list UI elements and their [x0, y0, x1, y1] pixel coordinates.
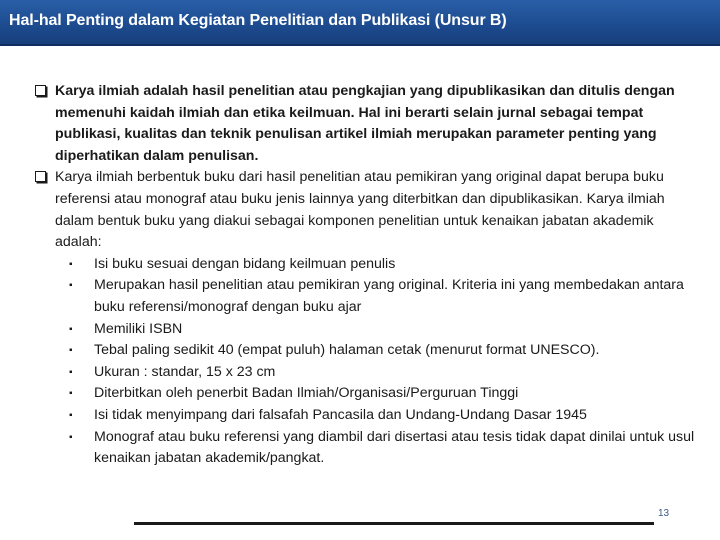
list-item-text: Memiliki ISBN: [94, 320, 183, 337]
list-item-text: Merupakan hasil penelitian atau pemikiran yang original. Kriteria ini yang membedakan antara buku referensi/monograf dengan buku ajar: [94, 277, 684, 315]
square-bullet-icon: ▪: [69, 258, 73, 270]
square-bullet-icon: ▪: [69, 431, 73, 443]
list-item: [38, 254, 698, 276]
square-bullet-icon: ▪: [69, 323, 73, 335]
list-item-text: Diterbitkan oleh penerbit Badan Ilmiah/Organisasi/Perguruan Tinggi: [94, 385, 519, 402]
criteria-list: [38, 254, 698, 470]
square-bullet-icon: ▪: [69, 280, 73, 292]
checkbox-square-icon: [35, 171, 46, 182]
slide-title: Hal-hal Penting dalam Kegiatan Penelitian dan Publikasi (Unsur B): [9, 12, 507, 29]
list-item-text: Ukuran : standar, 15 x 23 cm: [94, 363, 276, 380]
list-item: [38, 319, 698, 341]
paragraph-text: Karya ilmiah adalah hasil penelitian atau pengkajian yang dipublikasikan dan ditulis dengan memenuhi kaidah ilmiah dan etika keilmuan. Hal ini berarti selain jurnal sebagai tempat publikasi, kualitas dan teknik penulisan artikel ilmiah merupakan parameter penting yang diperhatikan dalam penulisan.: [55, 83, 675, 164]
slide-content: [38, 81, 698, 470]
list-item-text: Isi buku sesuai dengan bidang keilmuan penulis: [94, 255, 396, 272]
square-bullet-icon: ▪: [69, 409, 73, 421]
square-bullet-icon: ▪: [69, 366, 73, 378]
square-bullet-icon: ▪: [69, 388, 73, 400]
list-item: [38, 383, 698, 405]
list-item: [38, 275, 698, 318]
footer-divider: [134, 522, 654, 525]
paragraph-text: Karya ilmiah berbentuk buku dari hasil penelitian atau pemikiran yang original dapat berupa buku referensi atau monograf atau buku jenis lainnya yang diterbitkan dan dipublikasikan. Karya ilmiah dalam bentuk buku yang diakui sebagai komponen penelitian untuk kenaikan jabatan akademik adalah:: [55, 169, 665, 251]
list-item: [38, 427, 698, 470]
list-item: [38, 340, 698, 362]
title-bar: [0, 0, 720, 46]
list-item: [38, 405, 698, 427]
list-item: [38, 362, 698, 384]
page-number: 13: [658, 508, 670, 519]
paragraph-karya-ilmiah: [38, 81, 698, 167]
list-item-text: Monograf atau buku referensi yang diambil dari disertasi atau tesis tidak dapat dinilai untuk usul kenaikan jabatan akademik/pangkat.: [94, 428, 695, 467]
square-bullet-icon: ▪: [69, 345, 73, 357]
paragraph-buku: [38, 167, 698, 253]
list-item-text: Tebal paling sedikit 40 (empat puluh) halaman cetak (menurut format UNESCO).: [94, 342, 600, 359]
checkbox-square-icon: [35, 85, 46, 96]
list-item-text: Isi tidak menyimpang dari falsafah Pancasila dan Undang-Undang Dasar 1945: [94, 406, 587, 423]
